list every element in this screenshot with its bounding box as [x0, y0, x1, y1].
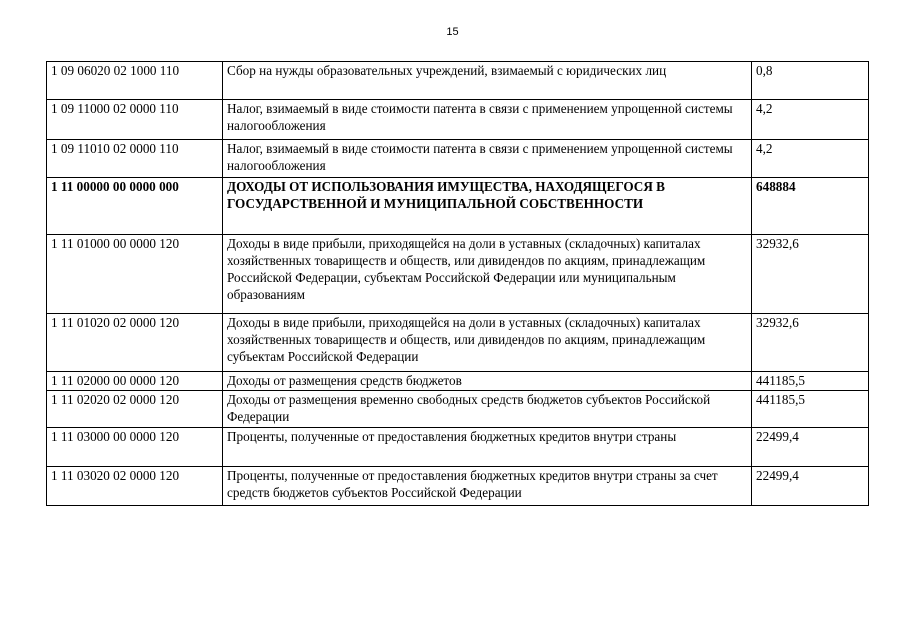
budget-code-cell: 1 11 03000 00 0000 120 [47, 428, 223, 467]
income-name-cell: Проценты, полученные от предоставления бюджетных кредитов внутри страны [223, 428, 752, 467]
table-row [47, 178, 869, 235]
income-name-cell: Проценты, полученные от предоставления бюджетных кредитов внутри страны за счет средств бюджетов субъектов Российской Федерации [223, 467, 752, 506]
budget-code-cell: 1 11 03020 02 0000 120 [47, 467, 223, 506]
amount-cell: 22499,4 [752, 428, 869, 467]
table-row [47, 62, 869, 100]
page-number: 15 [446, 26, 459, 38]
amount-cell: 32932,6 [752, 314, 869, 372]
amount-cell: 441185,5 [752, 372, 869, 391]
table-body [47, 62, 869, 506]
amount-cell: 4,2 [752, 100, 869, 140]
table-row [47, 372, 869, 391]
income-name-cell: Доходы от размещения временно свободных средств бюджетов субъектов Российской Федерации [223, 391, 752, 428]
amount-cell: 22499,4 [752, 467, 869, 506]
income-name-cell: Доходы в виде прибыли, приходящейся на доли в уставных (складочных) капиталах хозяйственных товариществ и обществ, или дивидендов по акциям, принадлежащим субъектам Российской Федерации [223, 314, 752, 372]
amount-cell: 4,2 [752, 140, 869, 178]
budget-code-cell: 1 11 01000 00 0000 120 [47, 235, 223, 314]
table-row [47, 100, 869, 140]
table-row [47, 428, 869, 467]
table-row [47, 235, 869, 314]
table-row [47, 140, 869, 178]
table-row [47, 467, 869, 506]
amount-cell: 0,8 [752, 62, 869, 100]
budget-code-cell: 1 09 11010 02 0000 110 [47, 140, 223, 178]
table-row [47, 314, 869, 372]
budget-income-table [46, 61, 869, 506]
income-name-cell: Доходы от размещения средств бюджетов [223, 372, 752, 391]
budget-code-cell: 1 09 11000 02 0000 110 [47, 100, 223, 140]
income-name-cell: Сбор на нужды образовательных учреждений, взимаемый с юридических лиц [223, 62, 752, 100]
income-name-cell: ДОХОДЫ ОТ ИСПОЛЬЗОВАНИЯ ИМУЩЕСТВА, НАХОДЯЩЕГОСЯ В ГОСУДАРСТВЕННОЙ И МУНИЦИПАЛЬНОЙ СОБСТВЕННОСТИ [223, 178, 752, 235]
table-row [47, 391, 869, 428]
amount-cell: 441185,5 [752, 391, 869, 428]
amount-cell: 648884 [752, 178, 869, 235]
budget-code-cell: 1 11 01020 02 0000 120 [47, 314, 223, 372]
budget-code-cell: 1 11 02000 00 0000 120 [47, 372, 223, 391]
income-name-cell: Налог, взимаемый в виде стоимости патента в связи с применением упрощенной системы налогообложения [223, 140, 752, 178]
income-name-cell: Налог, взимаемый в виде стоимости патента в связи с применением упрощенной системы налогообложения [223, 100, 752, 140]
income-name-cell: Доходы в виде прибыли, приходящейся на доли в уставных (складочных) капиталах хозяйственных товариществ и обществ, или дивидендов по акциям, принадлежащим Российской Федерации, субъектам Российской Федерации или муниципальным образованиям [223, 235, 752, 314]
amount-cell: 32932,6 [752, 235, 869, 314]
budget-code-cell: 1 11 02020 02 0000 120 [47, 391, 223, 428]
budget-code-cell: 1 09 06020 02 1000 110 [47, 62, 223, 100]
budget-code-cell: 1 11 00000 00 0000 000 [47, 178, 223, 235]
